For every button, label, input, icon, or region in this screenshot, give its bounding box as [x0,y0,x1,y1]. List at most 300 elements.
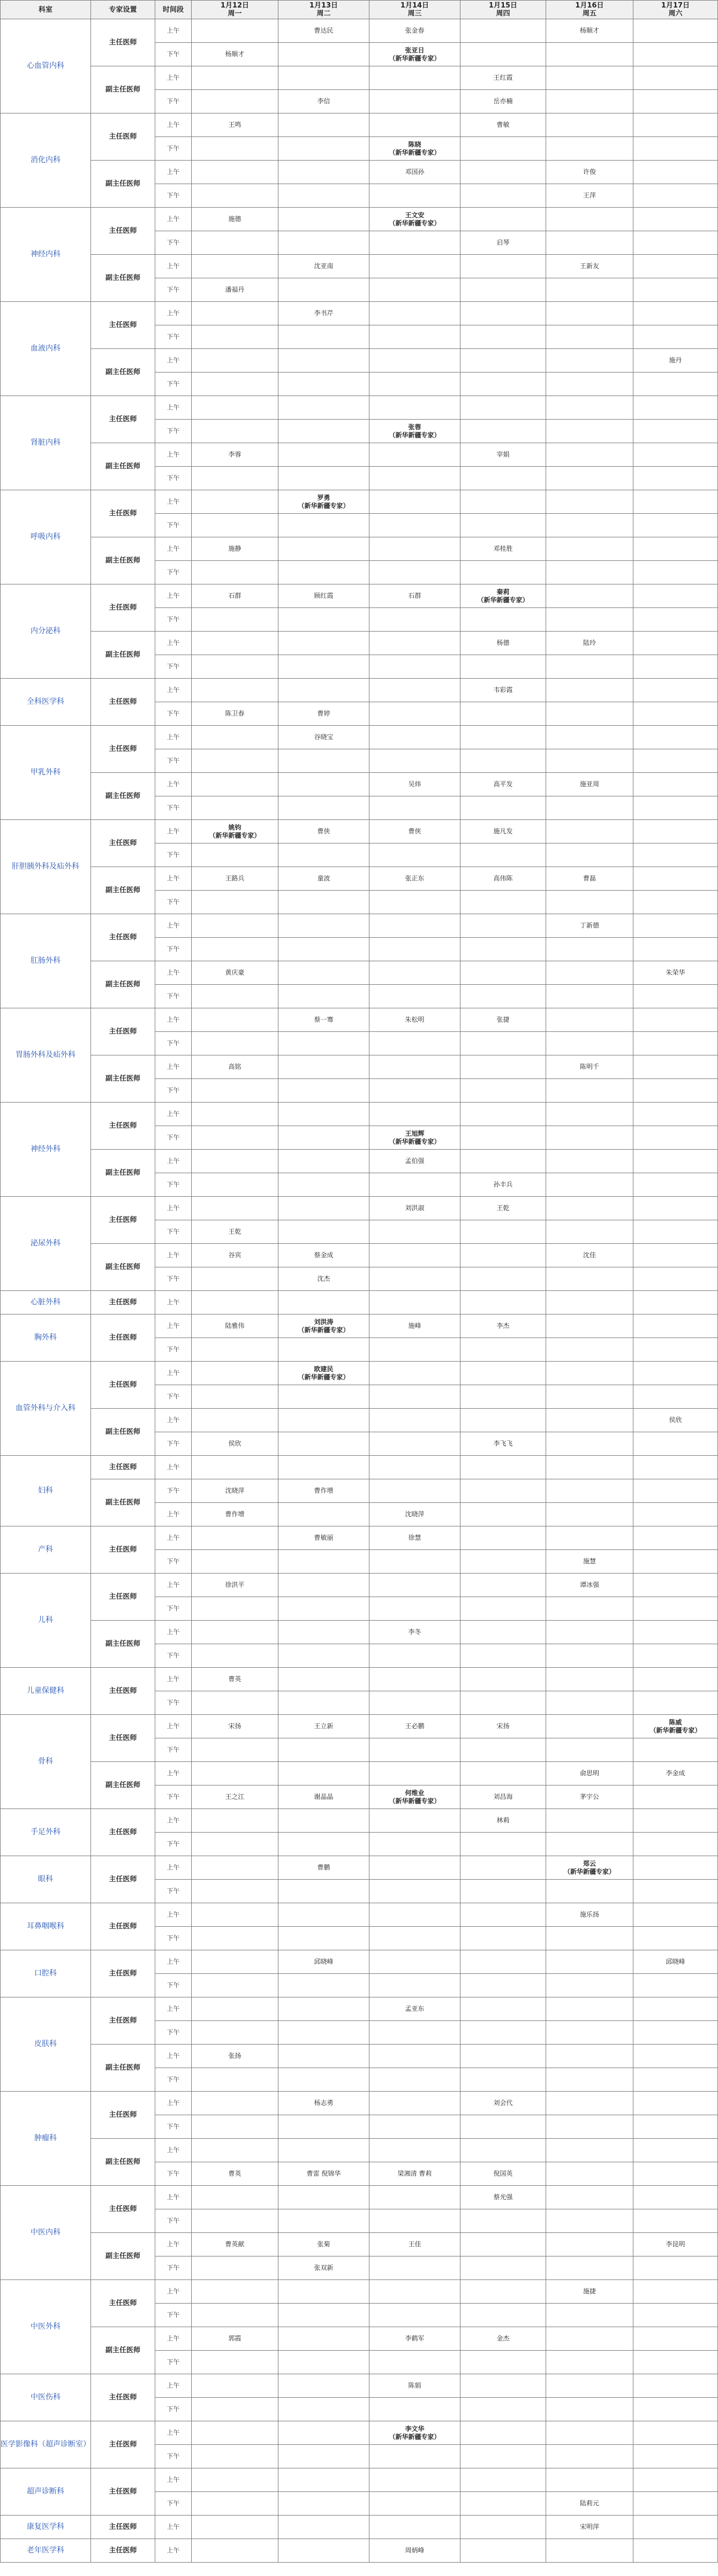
doctor-cell [460,1550,546,1574]
doctor-cell [460,2280,546,2304]
doctor-cell [278,1456,369,1479]
doctor-cell [460,490,546,514]
doctor-cell [192,396,278,420]
time-slot-afternoon: 下午 [155,467,192,490]
doctor-cell [369,2304,460,2327]
time-slot-morning: 上午 [155,773,192,796]
doctor-cell [633,113,718,137]
doctor-cell: 曹婷 [278,702,369,726]
doctor-cell [460,2115,546,2139]
doctor-cell [460,914,546,938]
doctor-name: 王旭辉 [405,1129,425,1137]
doctor-cell [278,1503,369,1526]
doctor-cell [633,1244,718,1267]
doctor-cell [460,349,546,373]
time-slot-morning: 上午 [155,2186,192,2209]
doctor-cell [369,231,460,255]
doctor-cell [192,2304,278,2327]
doctor-cell [460,2045,546,2068]
doctor-cell [192,1550,278,1574]
department-name: 胃肠外科及疝外科 [0,1008,91,1103]
doctor-cell [278,2351,369,2374]
doctor-cell [546,796,633,820]
doctor-cell: 谢晶晶 [278,1785,369,1809]
doctor-cell [192,90,278,113]
time-slot-morning: 上午 [155,820,192,844]
doctor-cell: 沈杰 [278,1267,369,1291]
doctor-cell [278,2516,369,2539]
doctor-cell [369,702,460,726]
time-slot-morning: 上午 [155,914,192,938]
doctor-cell [546,2351,633,2374]
doctor-cell [546,2068,633,2092]
doctor-cell [278,632,369,655]
doctor-cell [369,113,460,137]
chief-physician-label: 主任医师 [91,2186,155,2233]
doctor-cell [546,1668,633,1691]
chief-physician-label: 主任医师 [91,1715,155,1762]
doctor-cell [369,1291,460,1314]
department-name: 手足外科 [0,1809,91,1856]
doctor-cell [192,749,278,773]
doctor-cell [278,1974,369,1997]
doctor-cell [369,1903,460,1927]
doctor-cell [369,1880,460,1903]
time-slot-morning: 上午 [155,537,192,561]
time-slot-afternoon: 下午 [155,1927,192,1950]
doctor-cell [192,1809,278,1833]
time-slot-morning: 上午 [155,1409,192,1432]
doctor-cell [546,1503,633,1526]
doctor-cell [546,231,633,255]
doctor-cell [192,2445,278,2468]
doctor-cell [369,2021,460,2045]
deputy-physician-label: 副主任医师 [91,1409,155,1456]
doctor-cell: 张扬 [192,2045,278,2068]
doctor-cell [369,2256,460,2280]
doctor-cell: 孙丰兵 [460,1173,546,1197]
doctor-cell [633,2045,718,2068]
doctor-cell [633,231,718,255]
doctor-cell [278,2115,369,2139]
doctor-cell [633,938,718,961]
doctor-cell [633,161,718,184]
doctor-cell [278,2398,369,2421]
doctor-cell [192,1032,278,1055]
doctor-cell [192,2351,278,2374]
doctor-cell [546,2256,633,2280]
doctor-cell [460,961,546,985]
doctor-cell [546,1526,633,1550]
doctor-cell [460,1409,546,1432]
doctor-cell: 孟伯强 [369,1150,460,1173]
doctor-cell [546,1032,633,1055]
department-name: 血液内科 [0,302,91,396]
doctor-cell [192,2256,278,2280]
department-name: 中医外科 [0,2280,91,2374]
doctor-cell [633,914,718,938]
doctor-cell [192,820,278,844]
doctor-cell [278,467,369,490]
doctor-cell [278,1314,369,1338]
doctor-cell [369,537,460,561]
chief-physician-label: 主任医师 [91,679,155,726]
doctor-cell [369,561,460,584]
doctor-cell [278,2280,369,2304]
doctor-cell [633,90,718,113]
time-slot-afternoon: 下午 [155,278,192,302]
doctor-cell: 李金成 [633,1762,718,1785]
time-slot-morning: 上午 [155,867,192,891]
doctor-cell [633,1032,718,1055]
time-slot-afternoon: 下午 [155,420,192,443]
doctor-cell [369,2045,460,2068]
time-slot-morning: 上午 [155,2539,192,2563]
doctor-cell [460,2516,546,2539]
doctor-cell [633,561,718,584]
department-name: 血管外科与介入科 [0,1362,91,1456]
time-slot-afternoon: 下午 [155,1267,192,1291]
chief-physician-label: 主任医师 [91,2374,155,2421]
doctor-cell [546,537,633,561]
doctor-cell [633,1974,718,1997]
doctor-cell [460,1856,546,1880]
doctor-cell [546,702,633,726]
doctor-cell: 蔡光强 [460,2186,546,2209]
doctor-cell [278,679,369,702]
time-slot-afternoon: 下午 [155,514,192,537]
doctor-cell: 王路兵 [192,867,278,891]
doctor-cell [192,679,278,702]
deputy-physician-label: 副主任医师 [91,443,155,490]
doctor-cell [369,914,460,938]
doctor-cell [369,891,460,914]
deputy-physician-label: 副主任医师 [91,161,155,208]
time-slot-morning: 上午 [155,1997,192,2021]
doctor-cell [546,1291,633,1314]
doctor-cell [369,2445,460,2468]
doctor-cell [546,349,633,373]
doctor-cell [369,1762,460,1785]
doctor-cell [546,2445,633,2468]
doctor-cell [546,1715,633,1738]
doctor-cell: 宋明萍 [546,2516,633,2539]
special-expert-note: （新华新疆专家） [389,54,441,62]
doctor-cell [633,2516,718,2539]
time-slot-morning: 上午 [155,66,192,90]
doctor-cell [460,749,546,773]
time-slot-morning: 上午 [155,2233,192,2256]
doctor-cell [192,914,278,938]
doctor-cell [278,514,369,537]
doctor-cell [192,632,278,655]
time-slot-morning: 上午 [155,208,192,231]
doctor-cell [633,2280,718,2304]
doctor-cell [369,2421,460,2445]
doctor-cell [460,1833,546,1856]
doctor-cell: 许俊 [546,161,633,184]
time-slot-afternoon: 下午 [155,1079,192,1103]
doctor-cell [633,1550,718,1574]
doctor-cell [278,1291,369,1314]
doctor-cell [278,914,369,938]
doctor-name: 何维业 [405,1789,425,1797]
doctor-cell [192,1927,278,1950]
doctor-cell [633,985,718,1008]
doctor-cell: 曹作增 [192,1503,278,1526]
doctor-cell [192,231,278,255]
doctor-cell [192,1079,278,1103]
doctor-cell [192,349,278,373]
doctor-cell [192,1409,278,1432]
doctor-cell [546,1314,633,1338]
doctor-name: 刘洪涛 [314,1318,334,1326]
doctor-cell: 陆雅伟 [192,1314,278,1338]
chief-physician-label: 主任医师 [91,2468,155,2516]
doctor-cell [369,443,460,467]
doctor-cell [369,1809,460,1833]
doctor-cell [546,1621,633,1644]
doctor-cell: 王新友 [546,255,633,278]
doctor-cell [546,1644,633,1668]
doctor-cell [633,820,718,844]
time-slot-afternoon: 下午 [155,938,192,961]
special-expert-note: （新华新疆专家） [477,596,529,604]
department-name: 全科医学科 [0,679,91,726]
department-name: 泌尿外科 [0,1197,91,1291]
doctor-cell: 谷宾 [192,1244,278,1267]
time-slot-afternoon: 下午 [155,891,192,914]
doctor-cell: 孟亚东 [369,1997,460,2021]
doctor-cell [633,1927,718,1950]
doctor-cell [192,1126,278,1150]
doctor-cell [633,1503,718,1526]
doctor-cell [633,1574,718,1597]
doctor-cell [633,43,718,66]
doctor-cell [278,1032,369,1055]
doctor-cell [192,66,278,90]
time-slot-morning: 上午 [155,255,192,278]
doctor-cell [546,1950,633,1974]
doctor-cell [460,2068,546,2092]
doctor-cell: 王乾 [192,1220,278,1244]
doctor-cell [546,1220,633,1244]
chief-physician-label: 主任医师 [91,1291,155,1314]
doctor-cell [460,844,546,867]
doctor-cell [192,726,278,749]
time-slot-afternoon: 下午 [155,2068,192,2092]
doctor-cell [369,137,460,161]
doctor-name: 秦莉 [496,588,510,596]
doctor-cell [369,1362,460,1385]
department-name: 老年医学科 [0,2539,91,2563]
doctor-cell: 邱晓峰 [278,1950,369,1974]
doctor-cell [633,2115,718,2139]
doctor-cell [460,19,546,43]
doctor-cell [633,302,718,325]
doctor-cell: 王佳 [369,2233,460,2256]
doctor-cell [546,1479,633,1503]
time-slot-morning: 上午 [155,161,192,184]
doctor-cell [460,2539,546,2563]
doctor-cell [460,2421,546,2445]
doctor-cell [633,19,718,43]
department-name: 皮肤科 [0,1997,91,2092]
doctor-cell [546,490,633,514]
doctor-cell: 朱荣华 [633,961,718,985]
doctor-cell [633,679,718,702]
doctor-cell [460,726,546,749]
doctor-cell [278,773,369,796]
doctor-cell [278,1809,369,1833]
time-slot-morning: 上午 [155,1903,192,1927]
doctor-cell [546,90,633,113]
doctor-cell: 宋扬 [192,1715,278,1738]
doctor-cell [546,561,633,584]
doctor-cell [278,608,369,632]
doctor-cell: 徐慧 [369,1526,460,1550]
doctor-cell: 金杰 [460,2327,546,2351]
doctor-cell [633,584,718,608]
doctor-cell [633,749,718,773]
doctor-cell: 杨志勇 [278,2092,369,2115]
doctor-cell [192,2186,278,2209]
doctor-cell [546,961,633,985]
doctor-cell [546,1880,633,1903]
special-expert-note: （新华新疆专家） [563,1867,615,1875]
doctor-cell [192,302,278,325]
doctor-cell [278,796,369,820]
doctor-cell [192,137,278,161]
doctor-cell [369,373,460,396]
doctor-cell: 曹英献 [192,2233,278,2256]
time-slot-afternoon: 下午 [155,137,192,161]
header-cell-2: 时间段 [155,0,192,19]
doctor-cell: 李书芹 [278,302,369,325]
doctor-cell [460,1903,546,1927]
special-expert-note: （新华新疆专家） [389,219,441,227]
doctor-cell [633,867,718,891]
doctor-cell [192,1974,278,1997]
time-slot-afternoon: 下午 [155,1432,192,1456]
chief-physician-label: 主任医师 [91,820,155,867]
chief-physician-label: 主任医师 [91,2092,155,2139]
doctor-cell [192,373,278,396]
doctor-cell [278,1738,369,1762]
doctor-cell [192,184,278,208]
doctor-cell [460,2468,546,2492]
doctor-cell [278,1621,369,1644]
doctor-cell [192,2468,278,2492]
time-slot-afternoon: 下午 [155,231,192,255]
doctor-cell [192,1526,278,1550]
doctor-cell [633,490,718,514]
time-slot-morning: 上午 [155,2045,192,2068]
doctor-cell [546,1103,633,1126]
doctor-cell [633,1008,718,1032]
deputy-physician-label: 副主任医师 [91,961,155,1008]
doctor-cell [460,655,546,679]
doctor-cell [546,278,633,302]
doctor-cell [546,113,633,137]
doctor-cell [546,1267,633,1291]
doctor-cell [369,2139,460,2162]
deputy-physician-label: 副主任医师 [91,2233,155,2280]
doctor-cell [369,2068,460,2092]
doctor-cell: 启琴 [460,231,546,255]
doctor-cell [278,985,369,1008]
doctor-name: 陈威 [669,1718,682,1726]
doctor-cell [278,2421,369,2445]
doctor-cell [278,2492,369,2516]
doctor-cell [369,349,460,373]
doctor-cell [192,1880,278,1903]
doctor-cell [460,43,546,66]
doctor-cell [546,2539,633,2563]
doctor-cell [278,561,369,584]
time-slot-morning: 上午 [155,1621,192,1644]
department-name: 中医伤科 [0,2374,91,2421]
doctor-cell [192,985,278,1008]
doctor-cell [460,467,546,490]
doctor-cell: 丁新德 [546,914,633,938]
doctor-cell [633,1785,718,1809]
doctor-cell [546,66,633,90]
doctor-cell [192,1762,278,1785]
doctor-cell [369,2280,460,2304]
doctor-cell [192,2492,278,2516]
doctor-cell [633,420,718,443]
doctor-cell [633,1479,718,1503]
doctor-cell [546,43,633,66]
doctor-cell: 李飞飞 [460,1432,546,1456]
doctor-cell [546,1738,633,1762]
chief-physician-label: 主任医师 [91,19,155,66]
department-name: 儿童保健科 [0,1668,91,1715]
doctor-cell [460,1103,546,1126]
doctor-cell: 曹雷 倪锦华 [278,2162,369,2186]
doctor-cell [192,1291,278,1314]
doctor-cell [633,1385,718,1409]
doctor-cell: 杨德 [460,632,546,655]
doctor-cell [460,1526,546,1550]
doctor-cell [192,2209,278,2233]
doctor-cell [192,1103,278,1126]
doctor-cell [369,1738,460,1762]
doctor-cell: 高平发 [460,773,546,796]
doctor-cell [369,467,460,490]
doctor-cell [369,2209,460,2233]
doctor-cell [633,325,718,349]
doctor-cell [460,985,546,1008]
time-slot-afternoon: 下午 [155,1644,192,1668]
doctor-cell [460,302,546,325]
time-slot-afternoon: 下午 [155,1032,192,1055]
doctor-name: 罗勇 [317,493,330,501]
doctor-cell [278,1762,369,1785]
doctor-cell: 石群 [192,584,278,608]
header-cell-0: 科室 [0,0,91,19]
doctor-cell [278,1409,369,1432]
chief-physician-label: 主任医师 [91,1668,155,1715]
doctor-cell [369,1856,460,1880]
doctor-cell [369,679,460,702]
doctor-cell [633,1291,718,1314]
doctor-cell [278,396,369,420]
doctor-cell [369,1055,460,1079]
doctor-cell [369,2351,460,2374]
doctor-cell [192,1903,278,1927]
